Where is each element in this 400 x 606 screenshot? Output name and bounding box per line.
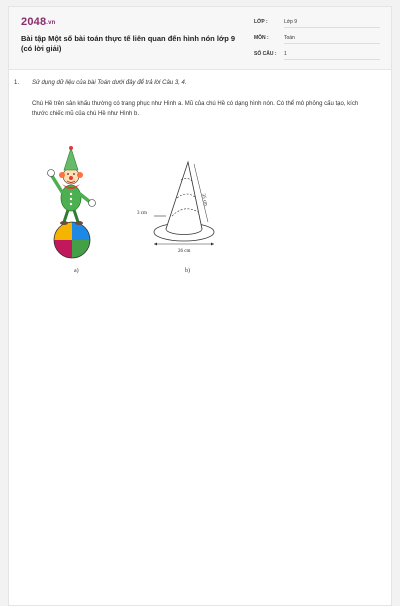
- document-header: [9, 7, 391, 70]
- logo-text: 2048: [21, 16, 47, 28]
- document-title: Bài tập Một số bài toán thực tế liên quan đến hình nón lớp 9 (có lời giải): [21, 34, 236, 53]
- clown-hat: [64, 148, 78, 170]
- clown-arm-right: [80, 194, 90, 202]
- meta-row-subject: [254, 33, 382, 45]
- question-intro: Sử dụng dữ liệu của bài Toán dưới đây để trả lời Câu 3, 4.: [32, 80, 187, 86]
- clown-legs: [64, 210, 78, 222]
- meta-value-count: 1: [284, 51, 380, 60]
- clown-glove-right: [89, 200, 96, 207]
- logo-suffix: .vn: [46, 20, 56, 26]
- clown-hair-right: [77, 172, 83, 178]
- meta-row-grade: [254, 17, 382, 29]
- clown-shoe-right: [75, 221, 83, 225]
- diameter-label: 26 cm: [178, 249, 191, 254]
- question-number: 1.: [14, 80, 20, 86]
- clown-eye-right: [73, 173, 75, 175]
- meta-label-subject: MÔN :: [254, 35, 269, 41]
- clown-illustration: [40, 142, 100, 262]
- clown-shoe-left: [60, 221, 68, 225]
- button-2: [70, 198, 72, 200]
- clown-glove-left: [48, 170, 55, 177]
- document-sheet: [8, 6, 392, 606]
- slant-height-label: 35 cm: [200, 193, 208, 207]
- meta-row-count: [254, 49, 382, 61]
- question-body: Chú Hề trên sân khấu thường có trang phục như Hình a. Mũ của chú Hề có dạng hình nón. Có thể mô phỏng cấu tạo, kích thước chiếc mũ của chú Hề như Hình b.: [32, 101, 359, 117]
- site-logo[interactable]: [21, 16, 56, 28]
- clown-hat-pompom: [69, 146, 73, 150]
- brim-width-label: 3 cm: [137, 211, 147, 216]
- meta-label-count: SỐ CÂU :: [254, 51, 277, 57]
- button-3: [70, 203, 72, 205]
- button-1: [70, 193, 72, 195]
- figure-b-caption: b): [185, 268, 190, 274]
- cone-hat-diagram: [132, 158, 232, 258]
- clown-nose: [69, 176, 73, 180]
- clown-arm-left: [52, 176, 62, 192]
- meta-label-grade: LỚP :: [254, 19, 268, 25]
- cone-outline: [166, 162, 202, 229]
- figure-a-caption: a): [74, 268, 79, 274]
- meta-value-subject: Toán: [284, 35, 380, 44]
- meta-value-grade: Lớp 9: [284, 19, 380, 28]
- clown-eye-left: [67, 173, 69, 175]
- clown-hair-left: [59, 172, 65, 178]
